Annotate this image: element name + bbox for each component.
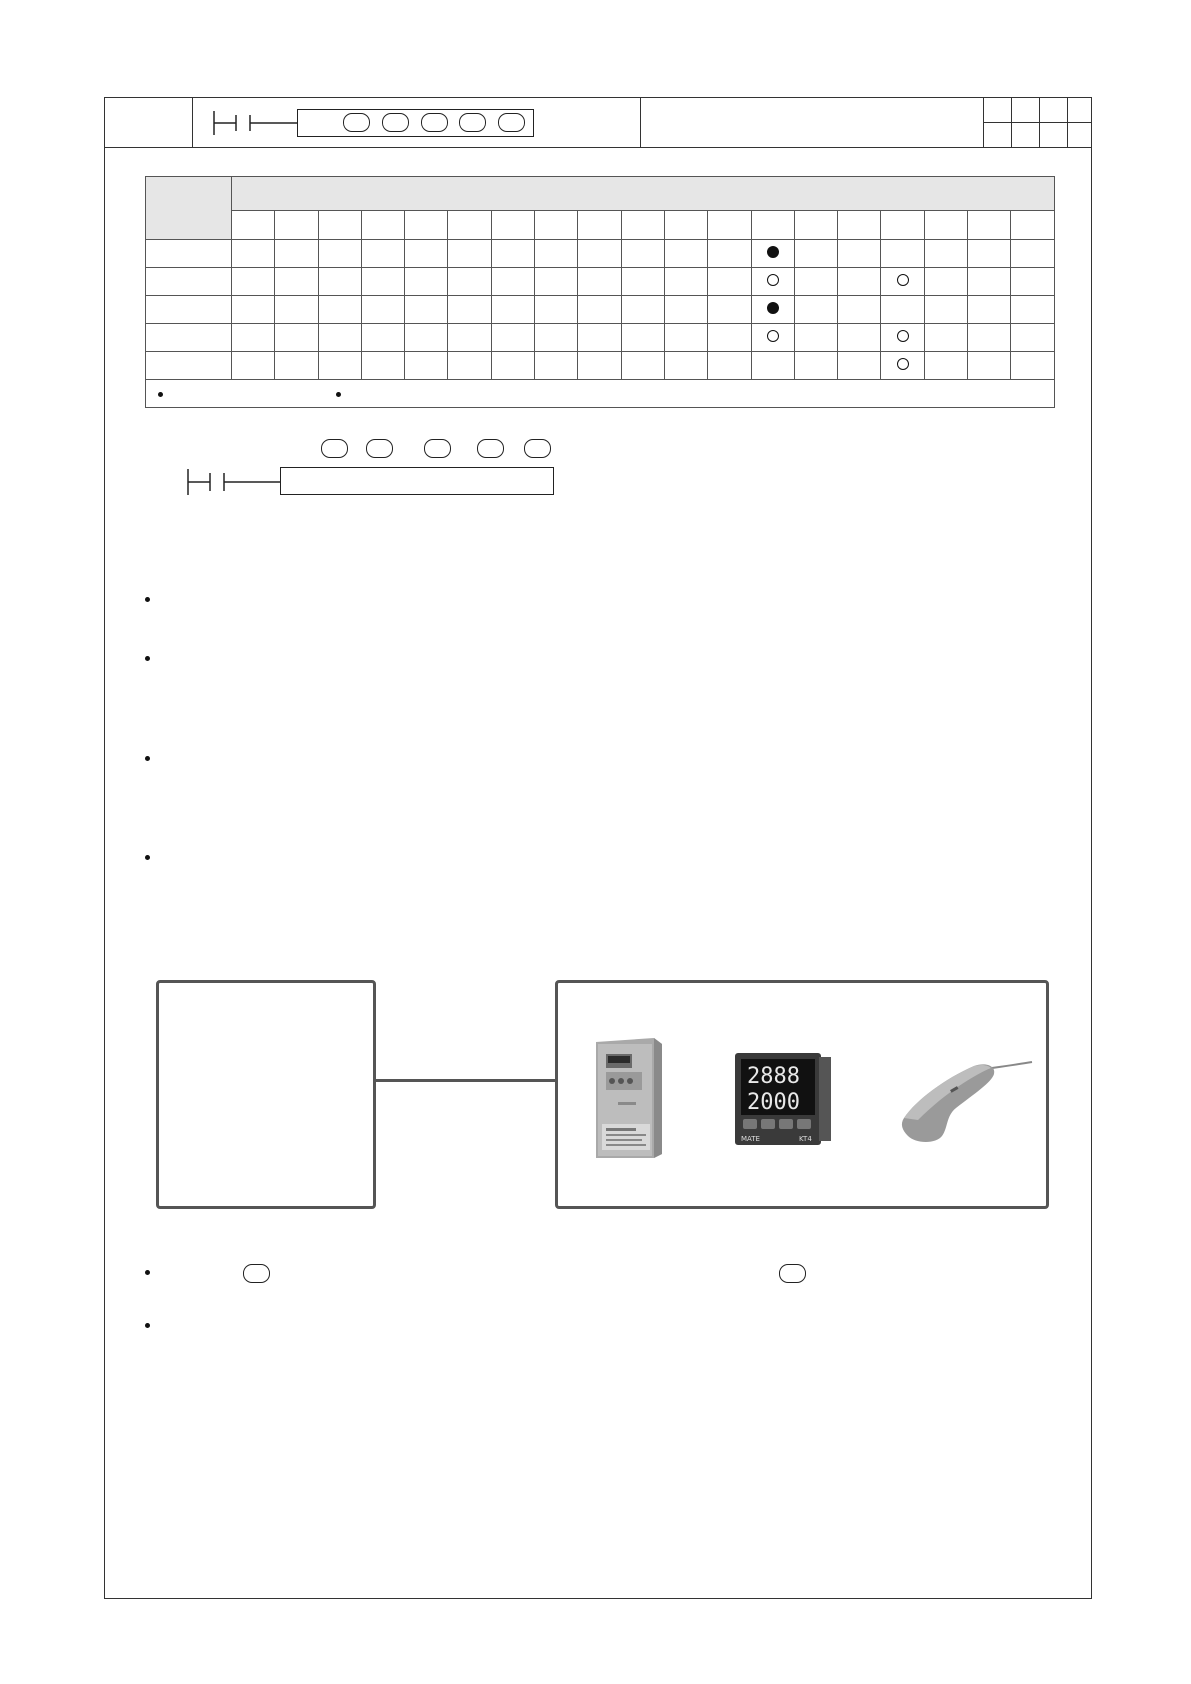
column-header	[708, 211, 751, 240]
table-cell	[361, 352, 404, 380]
table-cell	[275, 296, 318, 324]
header-bottom-rule	[104, 147, 1092, 148]
note-bullet-2	[145, 1323, 150, 1328]
table-cell	[708, 240, 751, 268]
column-header	[1011, 211, 1054, 240]
connection-line	[376, 1079, 557, 1082]
table-cell	[448, 324, 491, 352]
open-circle-icon	[767, 330, 779, 342]
table-cell	[448, 296, 491, 324]
operand-table-body	[146, 240, 1055, 380]
table-cell	[491, 296, 534, 324]
table-cell	[535, 352, 578, 380]
table-cell	[968, 352, 1011, 380]
temperature-controller-image	[733, 1051, 833, 1147]
table-cell	[1011, 324, 1054, 352]
table-cell	[881, 240, 924, 268]
table-group-header	[232, 177, 1055, 211]
note-operand-2	[779, 1264, 806, 1283]
controller-display-bottom: 2000	[747, 1090, 800, 1115]
header-operand-1	[343, 113, 370, 132]
table-cell	[794, 352, 837, 380]
table-cell	[448, 240, 491, 268]
table-cell	[491, 324, 534, 352]
table-cell	[968, 268, 1011, 296]
operand-table	[145, 176, 1055, 408]
table-cell	[361, 296, 404, 324]
table-cell	[535, 324, 578, 352]
table-cell	[405, 240, 448, 268]
table-cell	[318, 352, 361, 380]
table-cell	[448, 268, 491, 296]
header-divider-1	[192, 97, 193, 148]
paragraph-bullet-1	[145, 597, 150, 602]
column-header	[491, 211, 534, 240]
example-operand-3	[424, 439, 451, 458]
table-cell	[838, 352, 881, 380]
table-cell	[1011, 240, 1054, 268]
table-cell	[794, 240, 837, 268]
open-circle-icon	[897, 274, 909, 286]
table-cell	[578, 240, 621, 268]
table-cell	[924, 240, 967, 268]
table-cell	[708, 296, 751, 324]
table-cell	[794, 324, 837, 352]
table-cell	[318, 268, 361, 296]
table-cell	[838, 268, 881, 296]
table-cell	[621, 268, 664, 296]
table-column-header-row	[146, 211, 1055, 240]
open-circle-icon	[767, 274, 779, 286]
table-cell	[664, 268, 707, 296]
header-ladder-contact-icon	[212, 108, 302, 138]
table-cell	[405, 324, 448, 352]
example-instruction-box	[280, 467, 554, 495]
table-cell	[578, 324, 621, 352]
column-header	[881, 211, 924, 240]
table-row	[146, 296, 1055, 324]
table-cell	[232, 240, 275, 268]
table-cell	[881, 352, 924, 380]
table-cell	[275, 240, 318, 268]
table-cell	[1011, 268, 1054, 296]
table-cell	[621, 240, 664, 268]
controller-brand: MATE	[741, 1135, 760, 1143]
filled-circle-icon	[767, 246, 779, 258]
table-cell	[578, 296, 621, 324]
header-divider-2	[640, 97, 641, 148]
table-cell	[361, 324, 404, 352]
table-cell	[968, 324, 1011, 352]
table-row	[146, 324, 1055, 352]
column-header	[535, 211, 578, 240]
table-cell	[881, 324, 924, 352]
table-cell	[318, 324, 361, 352]
table-cell	[448, 352, 491, 380]
open-circle-icon	[897, 358, 909, 370]
table-cell	[838, 296, 881, 324]
header-operand-4	[459, 113, 486, 132]
table-cell	[751, 324, 794, 352]
example-operand-5	[524, 439, 551, 458]
table-cell	[232, 296, 275, 324]
table-cell	[708, 268, 751, 296]
table-cell	[275, 352, 318, 380]
table-row	[146, 268, 1055, 296]
table-cell	[361, 268, 404, 296]
column-header	[838, 211, 881, 240]
note-bullet-1	[145, 1270, 150, 1275]
open-circle-icon	[897, 330, 909, 342]
table-cell	[275, 324, 318, 352]
table-cell	[535, 268, 578, 296]
column-header	[361, 211, 404, 240]
column-header	[232, 211, 275, 240]
column-header	[751, 211, 794, 240]
table-cell	[491, 268, 534, 296]
table-cell	[924, 268, 967, 296]
table-footnote-cell	[146, 380, 1055, 408]
filled-circle-icon	[767, 302, 779, 314]
table-corner-label	[146, 177, 232, 240]
table-cell	[924, 296, 967, 324]
row-label	[146, 240, 232, 268]
table-cell	[491, 352, 534, 380]
column-header	[318, 211, 361, 240]
row-label	[146, 296, 232, 324]
table-cell	[881, 268, 924, 296]
table-row	[146, 240, 1055, 268]
table-cell	[838, 240, 881, 268]
table-cell	[708, 324, 751, 352]
table-cell	[232, 352, 275, 380]
table-cell	[578, 268, 621, 296]
table-cell	[232, 324, 275, 352]
table-cell	[664, 296, 707, 324]
row-label	[146, 324, 232, 352]
table-cell	[361, 240, 404, 268]
paragraph-bullet-3	[145, 756, 150, 761]
column-header	[664, 211, 707, 240]
table-cell	[535, 296, 578, 324]
example-ladder-contact-icon	[186, 466, 282, 496]
table-cell	[232, 268, 275, 296]
table-cell	[621, 296, 664, 324]
table-cell	[881, 296, 924, 324]
table-cell	[708, 352, 751, 380]
column-header	[448, 211, 491, 240]
column-header	[924, 211, 967, 240]
controller-display-top: 2888	[747, 1064, 800, 1089]
paragraph-bullet-4	[145, 855, 150, 860]
table-cell	[1011, 352, 1054, 380]
table-cell	[838, 324, 881, 352]
table-cell	[1011, 296, 1054, 324]
table-cell	[405, 268, 448, 296]
column-header	[621, 211, 664, 240]
table-cell	[405, 352, 448, 380]
controller-model: KT4	[799, 1135, 812, 1143]
table-cell	[794, 268, 837, 296]
column-header	[405, 211, 448, 240]
note-operand-1	[243, 1264, 270, 1283]
header-operand-5	[498, 113, 525, 132]
table-cell	[968, 240, 1011, 268]
inverter-image	[588, 1036, 668, 1161]
barcode-scanner-image	[896, 1048, 1036, 1148]
table-cell	[491, 240, 534, 268]
paragraph-bullet-2	[145, 656, 150, 661]
table-cell	[924, 324, 967, 352]
table-cell	[578, 352, 621, 380]
table-cell	[751, 268, 794, 296]
table-cell	[621, 324, 664, 352]
table-cell	[405, 296, 448, 324]
column-header	[275, 211, 318, 240]
table-cell	[794, 296, 837, 324]
table-cell	[664, 352, 707, 380]
table-cell	[751, 240, 794, 268]
header-operand-3	[421, 113, 448, 132]
footnote-bullet-2	[336, 392, 341, 397]
table-cell	[664, 240, 707, 268]
example-operand-4	[477, 439, 504, 458]
column-header	[794, 211, 837, 240]
table-cell	[924, 352, 967, 380]
row-label	[146, 268, 232, 296]
table-cell	[621, 352, 664, 380]
example-operand-2	[366, 439, 393, 458]
table-cell	[751, 296, 794, 324]
table-cell	[968, 296, 1011, 324]
table-cell	[275, 268, 318, 296]
table-cell	[535, 240, 578, 268]
header-operand-2	[382, 113, 409, 132]
table-cell	[751, 352, 794, 380]
plc-box	[156, 980, 376, 1209]
header-cells-midline	[983, 122, 1092, 123]
table-cell	[318, 240, 361, 268]
footnote-bullet-1	[158, 392, 163, 397]
example-operand-1	[321, 439, 348, 458]
table-cell	[318, 296, 361, 324]
column-header	[968, 211, 1011, 240]
table-cell	[664, 324, 707, 352]
table-footnote-row	[146, 380, 1055, 408]
column-header	[578, 211, 621, 240]
table-row	[146, 352, 1055, 380]
row-label	[146, 352, 232, 380]
